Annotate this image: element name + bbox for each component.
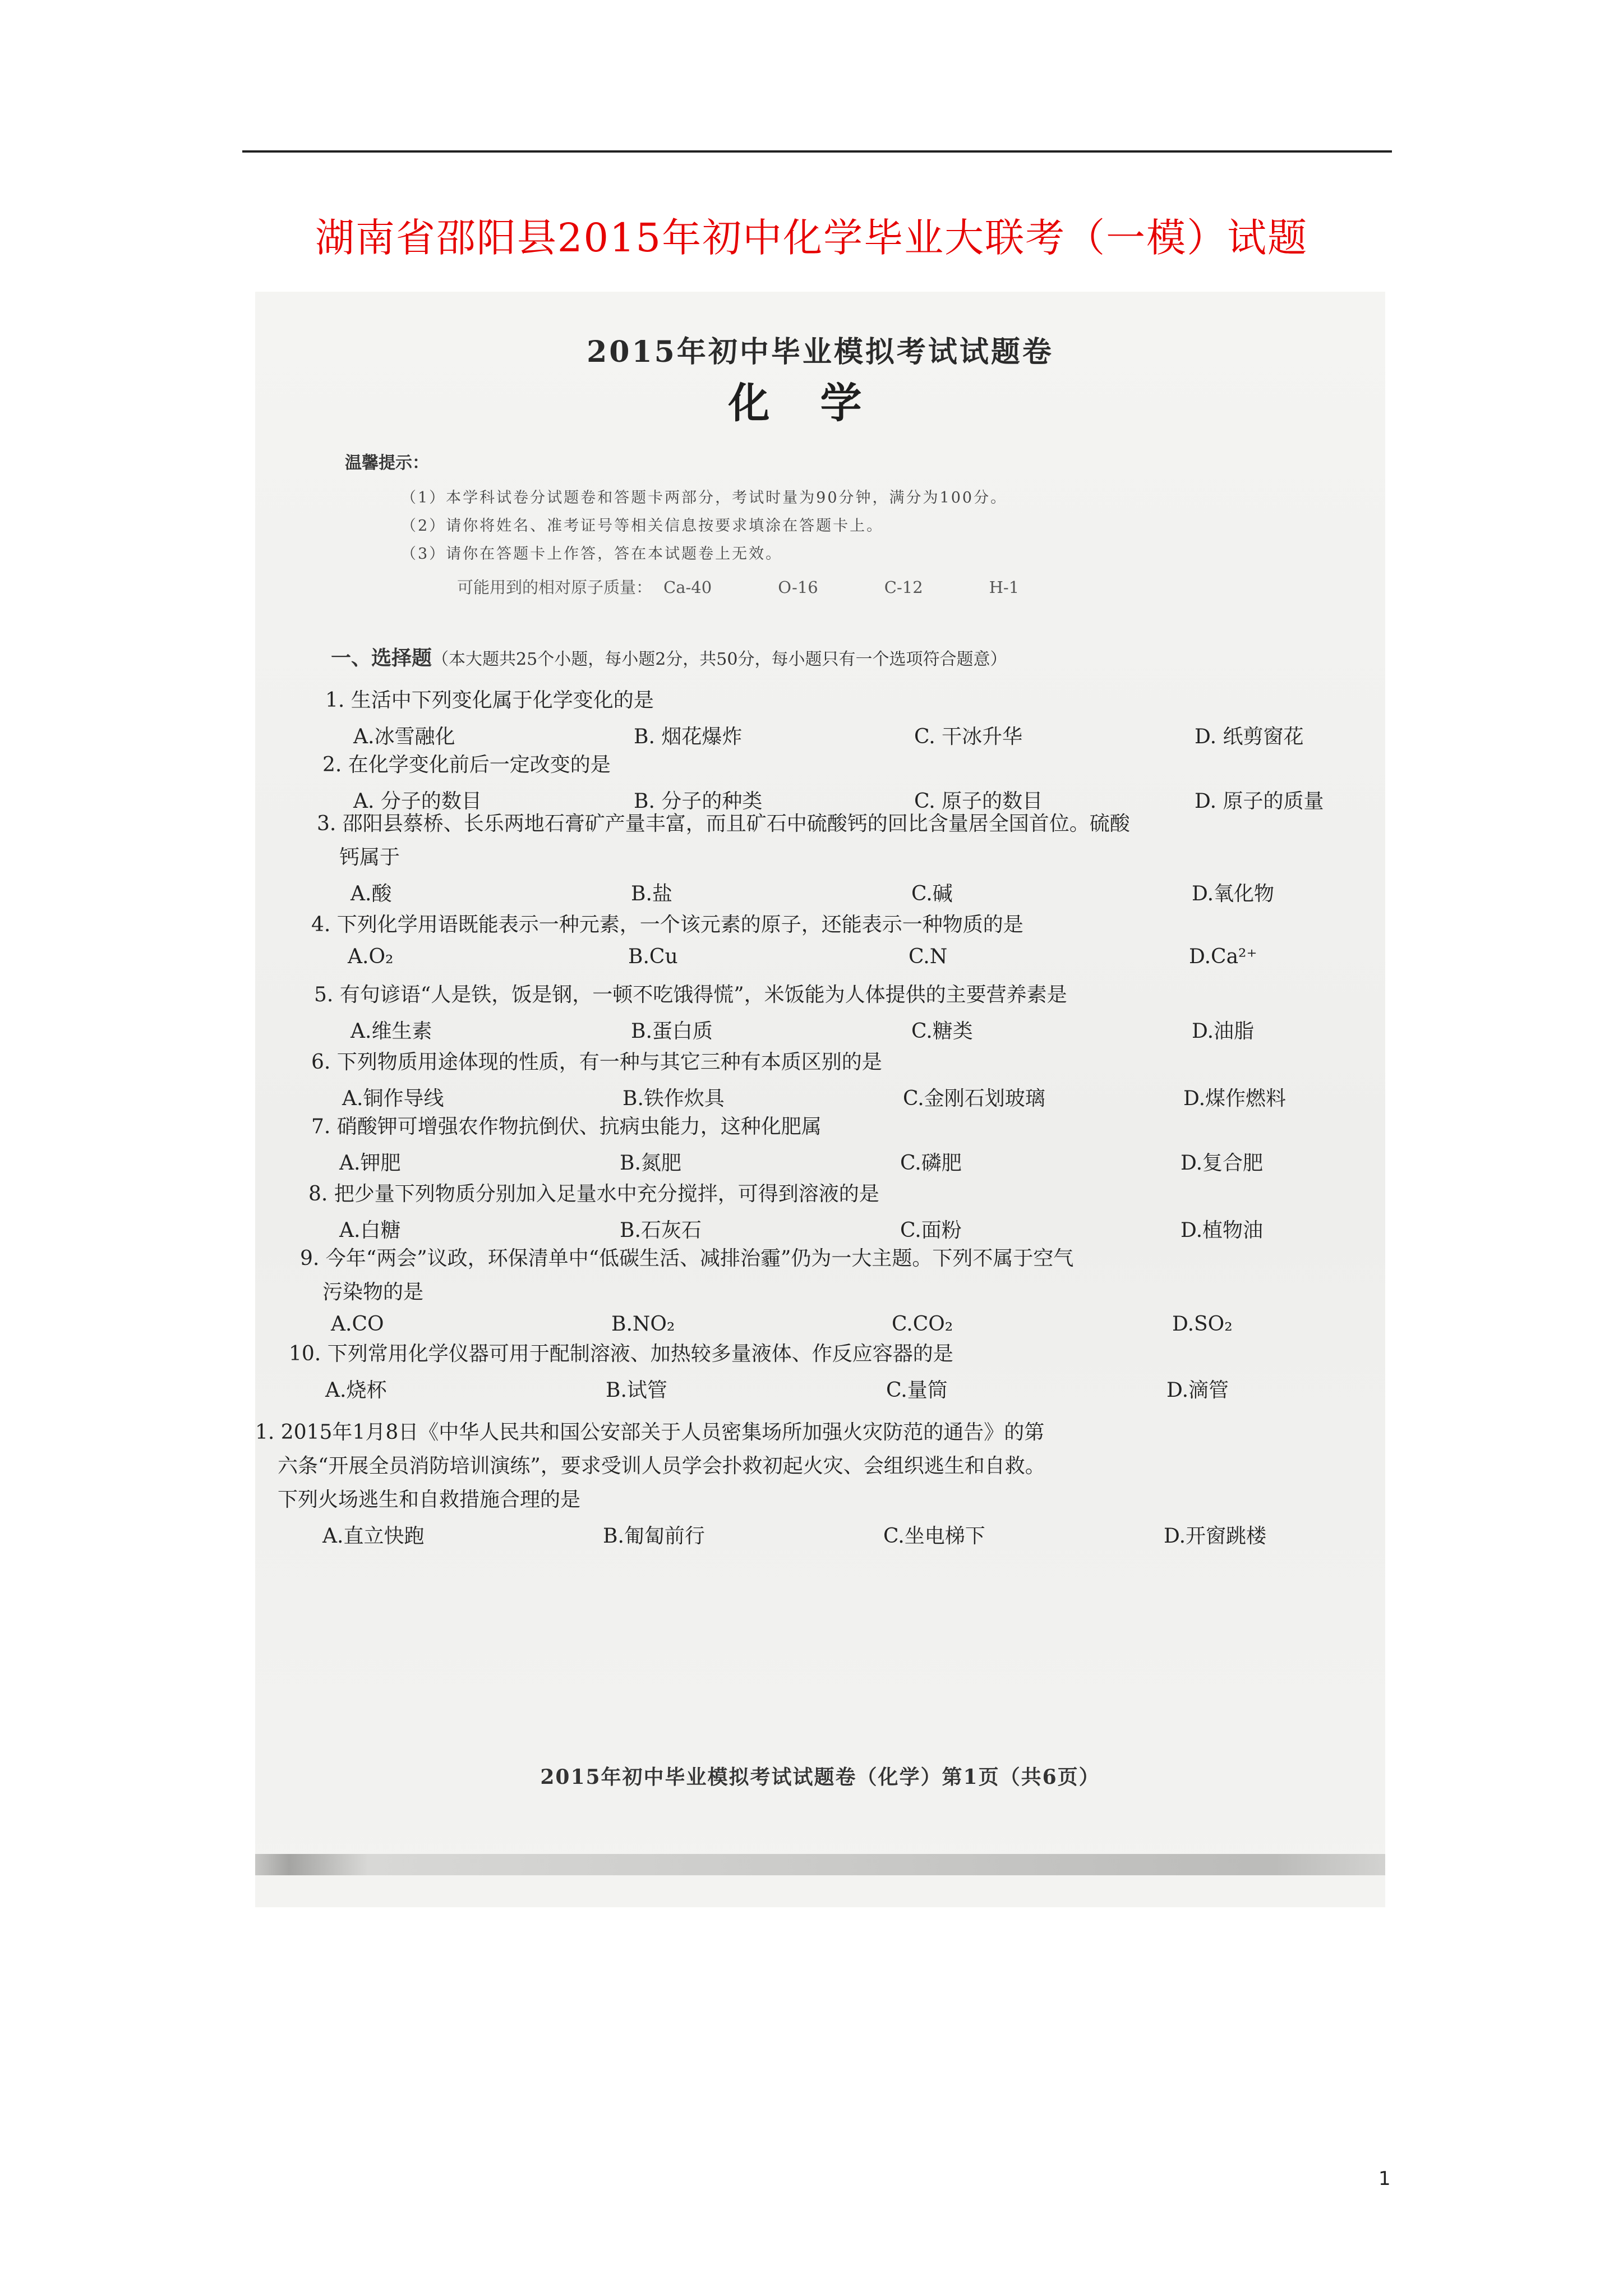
option-item: A.铜作导线 (342, 1087, 444, 1110)
question-stem: 六条“开展全员消防培训演练”，要求受训人员学会扑救初起火灾、会组织逃生和自救。 (278, 1455, 1045, 1478)
question-stem: 下列火场逃生和自救措施合理的是 (278, 1488, 581, 1511)
document-title: 湖南省邵阳县2015年初中化学毕业大联考（一模）试题 (315, 215, 1308, 261)
option-item: C. 原子的数目 (914, 790, 1043, 813)
option-item: A.钾肥 (339, 1152, 401, 1175)
question-options (331, 1313, 1453, 1336)
section-note: （本大题共25个小题，每小题2分，共50分，每小题只有一个选项符合题意） (432, 650, 1007, 669)
atomic-masses (457, 575, 1354, 598)
page-number: 1 (1378, 2168, 1391, 2190)
question-stem: 钙属于 (339, 846, 400, 869)
scanned-exam-page (255, 292, 1385, 1907)
header-rule (242, 150, 1392, 153)
option-item: B.盐 (631, 882, 672, 905)
option-item: B.Cu (628, 945, 678, 968)
option-item: B.氮肥 (620, 1152, 681, 1175)
option-item: A. 分子的数目 (353, 790, 482, 813)
option-item: C.CO₂ (892, 1313, 953, 1336)
option-item: B.匍匐前行 (603, 1525, 705, 1548)
tip-line: （1）本学科试卷分试题卷和答题卡两部分，考试时量为90分钟，满分为100分。 (401, 489, 1008, 507)
question-options (351, 1015, 1472, 1044)
section-title: 一、选择题 (331, 646, 432, 670)
option-item: D.开窗跳楼 (1164, 1525, 1267, 1548)
question-stem: 10. 下列常用化学仪器可用于配制溶液、加热较多量液体、作反应容器的是 (289, 1342, 953, 1365)
paper-footer: 2015年初中毕业模拟考试试题卷（化学）第1页（共6页） (540, 1765, 1100, 1789)
question-options (342, 1083, 1464, 1111)
tip-line: （3）请你在答题卡上作答，答在本试题卷上无效。 (401, 545, 783, 563)
paper-title: 2015年初中毕业模拟考试试题卷 (587, 335, 1054, 369)
paper-subject: 化学 (728, 379, 912, 427)
option-item: A.CO (331, 1313, 384, 1336)
question-options (325, 1374, 1447, 1403)
option-item: C.磷肥 (900, 1152, 962, 1175)
tips-heading: 温馨提示： (345, 453, 429, 473)
scan-edge-shadow (255, 1854, 1385, 1875)
question-stem: 5. 有句谚语“人是铁，饭是钢，一顿不吃饿得慌”，米饭能为人体提供的主要营养素是 (314, 983, 1067, 1006)
option-item: B.铁作炊具 (623, 1087, 725, 1110)
question-stem: 污染物的是 (322, 1281, 424, 1304)
option-item: C. 干冰升华 (914, 725, 1023, 748)
option-item: D.油脂 (1192, 1020, 1255, 1043)
option-item: A.酸 (351, 882, 392, 905)
question-options (322, 1520, 1444, 1549)
question-stem: 9. 今年“两会”议政，环保清单中“低碳生活、减排治霾”仍为一大主题。下列不属于空气 (300, 1247, 1074, 1270)
option-item: D.Ca²⁺ (1189, 945, 1257, 968)
question-options (348, 945, 1469, 968)
atomic-mass: Ca-40 (663, 578, 712, 597)
atomic-mass: C-12 (884, 578, 923, 597)
option-item: D.植物油 (1181, 1219, 1264, 1242)
option-item: D.复合肥 (1181, 1152, 1264, 1175)
option-item: C.糖类 (911, 1020, 973, 1043)
option-item: D.SO₂ (1172, 1313, 1233, 1336)
option-item: C.碱 (911, 882, 953, 905)
option-item: B.石灰石 (620, 1219, 702, 1242)
atomic-mass: H-1 (989, 578, 1020, 597)
question-options (339, 1214, 1461, 1243)
option-item: D. 原子的质量 (1195, 790, 1324, 813)
option-item: D.滴管 (1166, 1379, 1229, 1402)
question-stem: 1. 生活中下列变化属于化学变化的是 (325, 689, 654, 712)
option-item: A.维生素 (351, 1020, 432, 1043)
option-item: C.量筒 (886, 1379, 948, 1402)
option-item: C.面粉 (900, 1219, 962, 1242)
option-item: C.坐电梯下 (883, 1525, 985, 1548)
option-item: D.煤作燃料 (1183, 1087, 1287, 1110)
question-stem: 2. 在化学变化前后一定改变的是 (322, 753, 611, 776)
question-stem: 1. 2015年1月8日《中华人民共和国公安部关于人员密集场所加强火灾防范的通告》的第 (255, 1421, 1045, 1444)
question-stem: 4. 下列化学用语既能表示一种元素，一个该元素的原子，还能表示一种物质的是 (311, 913, 1023, 936)
option-item: C.金刚石划玻璃 (903, 1087, 1045, 1110)
option-item: D. 纸剪窗花 (1195, 725, 1304, 748)
atomic-masses-label: 可能用到的相对原子质量： (457, 578, 653, 597)
option-item: A.冰雪融化 (353, 725, 455, 748)
question-stem: 7. 硝酸钾可增强农作物抗倒伏、抗病虫能力，这种化肥属 (311, 1115, 822, 1138)
option-item: D.氧化物 (1192, 882, 1275, 905)
question-options (353, 721, 1475, 749)
question-stem: 8. 把少量下列物质分别加入足量水中充分搅拌，可得到溶液的是 (308, 1182, 879, 1205)
option-item: B.蛋白质 (631, 1020, 713, 1043)
option-item: B.NO₂ (611, 1313, 675, 1336)
question-stem: 6. 下列物质用途体现的性质，有一种与其它三种有本质区别的是 (311, 1051, 882, 1074)
option-item: A.O₂ (348, 945, 394, 968)
option-item: B. 烟花爆炸 (634, 725, 743, 748)
section-heading (331, 642, 1007, 671)
option-item: C.N (909, 945, 948, 968)
option-item: B. 分子的种类 (634, 790, 763, 813)
question-options (351, 878, 1472, 907)
question-options (339, 1147, 1461, 1176)
question-stem: 3. 邵阳县蔡桥、长乐两地石膏矿产量丰富，而且矿石中硫酸钙的回比含量居全国首位。硫酸 (317, 812, 1130, 835)
tip-line: （2）请你将姓名、准考证号等相关信息按要求填涂在答题卡上。 (401, 517, 884, 535)
option-item: A.白糖 (339, 1219, 401, 1242)
option-item: A.烧杯 (325, 1379, 387, 1402)
option-item: B.试管 (606, 1379, 667, 1402)
option-item: A.直立快跑 (322, 1525, 425, 1548)
atomic-mass: O-16 (778, 578, 818, 597)
